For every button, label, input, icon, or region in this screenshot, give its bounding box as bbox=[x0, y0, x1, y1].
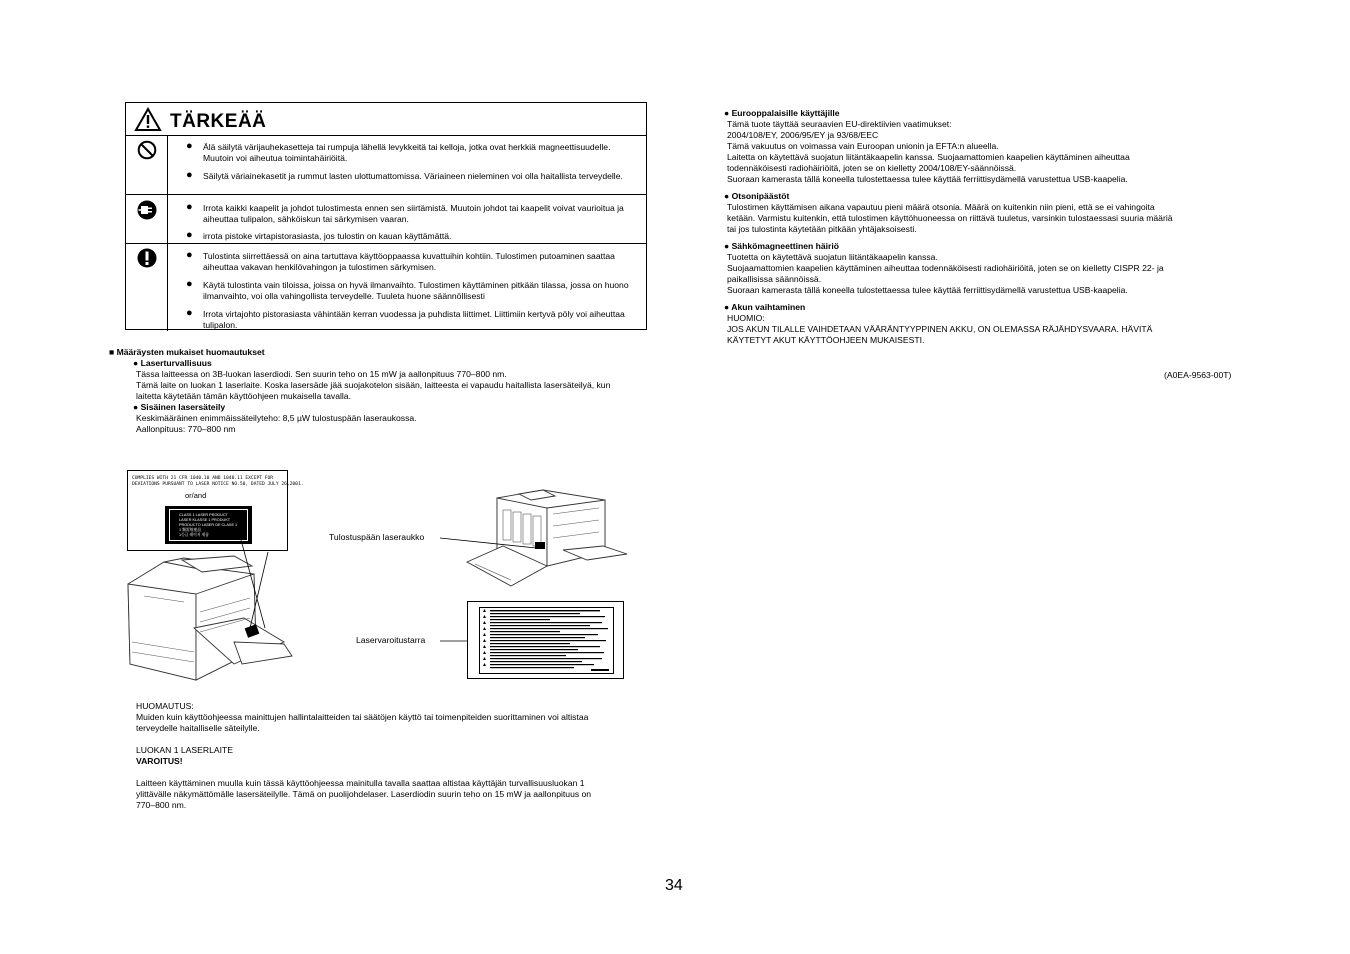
aperture-label: Tulostuspään laseraukko bbox=[329, 532, 425, 542]
warning-heading: VAROITUS! bbox=[136, 756, 183, 766]
battery-text: HUOMIO: JOS AKUN TILALLE VAIHDETAAN VÄÄRÄNTYYPPINEN AKKU, ON OLEMASSA RÄJÄHDYSVAARA. HÄVITÄ KÄYTETYT AKUT KÄYTTÖOHJEEN MUKAISESTI. bbox=[727, 313, 1153, 345]
warning-group bbox=[126, 244, 646, 331]
page-number: 34 bbox=[665, 877, 683, 894]
aperture-leader-line bbox=[438, 534, 538, 554]
eu-heading: ● Eurooppalaisille käyttäjille bbox=[724, 108, 840, 118]
warning-item: ● Irrota kaikki kaapelit ja johdot tulostimesta ennen sen siirtämistä. Muutoin johdot tai kaapelit voivat vaurioitua ja aiheuttaa tulipalon, sähköiskun tai särkymisen vaaran. bbox=[186, 201, 624, 224]
sticker-leader-line bbox=[438, 636, 468, 646]
warning-item: ● Irrota virtajohto pistorasiasta vähintään kerran vuodessa ja puhdista liittimet. Liittimiin kertyvä pöly voi aiheuttaa tulipalon. bbox=[186, 307, 625, 330]
warning-item: ● Tulostinta siirrettäessä on aina tartuttava käyttöoppaassa kuvattuihin kohtiin. Tulostimen putoaminen saattaa aiheuttaa vakavan henkilövahingon ja tulostimen särkymisen. bbox=[186, 249, 615, 272]
ozone-text: Tulostimen käyttämisen aikana vapautuu pieni määrä otsonia. Määrä on kuitenkin niin pieni, että se ei vahingoita ketään. Varmistu kuitenkin, että tulostimen käyttöhuoneessa on riittävä tuuletus, varsinkin tulostaessasi suuria määriä tai jos tulostinta käytetään pitkään yhtäjaksoisesti. bbox=[727, 202, 1173, 234]
class1-laser-label: CLASS 1 LASER PRODUCT LASER KLASSE 1 PRODUKT PRODUCTO LASER DE CLASE 1 1 類雷射產品 1등급 레이저 제품 bbox=[165, 506, 252, 544]
important-header bbox=[126, 103, 646, 136]
battery-heading: ● Akun vaihtaminen bbox=[724, 302, 806, 312]
no-entry-icon bbox=[137, 140, 157, 160]
internal-radiation-heading: ● Sisäinen lasersäteily bbox=[133, 402, 226, 412]
warning-item: ● Säilytä väriainekasetit ja rummut lasten ulottumattomissa. Väriaineen nieleminen voi olla haitallista terveydelle. bbox=[186, 169, 623, 181]
warning-item: ● Älä säilytä värijauhekasetteja tai rumpuja lähellä levykkeitä tai kelloja, jotka ovat herkkiä magneettisuudelle. Muutoin voi aiheutua toimintahäiriöitä. bbox=[186, 140, 611, 163]
laser-warning-sticker-box bbox=[467, 601, 624, 679]
exclamation-icon bbox=[137, 248, 157, 268]
laser-safety-text: Tässa laitteessa on 3B-luokan laserdiodi. Sen suurin teho on 15 mW ja aallonpituus 770–800 nm. Tämä laite on luokan 1 laserlaite. Koska lasersäde jää suojakotelon sisään, laitteesta ei vapaudu haitallista lasersäteilyä, kun laitetta käytetään tämän käyttöohjeen mukaisella tavalla. bbox=[136, 369, 611, 401]
regulatory-heading: ■ Määräysten mukaiset huomautukset bbox=[109, 347, 265, 357]
warning-group bbox=[126, 136, 646, 195]
notice-heading: HUOMAUTUS: bbox=[136, 701, 194, 711]
warning-group bbox=[126, 195, 646, 244]
warning-triangle-icon bbox=[134, 107, 162, 132]
emi-text: Tuotetta on käytettävä suojatun liitäntäkaapelin kanssa. Suojaamattomien kaapelien käyttäminen aiheuttaa todennäköisesti radiohäiriöitä, joten se on kielletty CISPR 22- ja paikallisissa säännöissä. Suoraan kamerasta tällä koneella tulostettaessa tulee käyttää ferriittisydämellä varustettua USB-kaapelia. bbox=[727, 252, 1164, 295]
document-code: (A0EA-9563-00T) bbox=[1164, 370, 1232, 380]
sticker-label: Laservaroitustarra bbox=[356, 635, 426, 645]
important-title: TÄRKEÄÄ bbox=[170, 111, 267, 132]
important-warning-box bbox=[125, 102, 647, 330]
emi-heading: ● Sähkömagneettinen häiriö bbox=[724, 241, 840, 251]
laser-safety-heading: ● Laserturvallisuus bbox=[133, 358, 212, 368]
right-column bbox=[724, 108, 1244, 346]
warning-item: ● Käytä tulostinta vain tiloissa, joissa on hyvä ilmanvaihto. Tulostimen käyttäminen pitkään tilassa, jossa on huono ilmanvaihto, voi olla vahingollista terveydelle. Tuuleta huone säännöllisesti bbox=[186, 278, 629, 301]
pointer-line bbox=[240, 540, 280, 640]
laser-warning-sticker bbox=[479, 607, 614, 674]
laser-class-line: LUOKAN 1 LASERLAITE bbox=[136, 745, 233, 755]
laser-notice: HUOMAUTUS: Muiden kuin käyttöohjeessa mainittujen hallintalaitteiden tai säätöjen käyttö tai toimenpiteiden suorittaminen voi altistaa terveydelle haitalliselle säteilylle. LUOKAN 1 LASERLAITE VAROITUS! Laitteen käyttäminen muulla kuin tässä käyttöohjeessa mainitulla tavalla saattaa altistaa käyttäjän turvallisuusluokan 1 ylittävälle näkymättömälle lasersäteilylle. Tämä on puolijohdelaser. Laserdiodin suurin teho on 15 mW ja aallonpituus on 770–800 nm. bbox=[136, 701, 676, 811]
regulatory-section bbox=[109, 347, 679, 435]
ozone-heading: ● Otsonipäästöt bbox=[724, 191, 790, 201]
cfr-label-box: COMPLIES WITH 21 CFR 1040.10 AND 1040.11 EXCEPT FOR DEVIATIONS PURSUANT TO LASER NOTICE NO.50, DATED JULY 26,2001. or/and CLASS 1 LASER PRODUCT LASER KLASSE 1 PRODUKT PRODUCTO LASER DE CLASE 1 1 類雷射產品 1등급 레이저 제품 bbox=[127, 470, 288, 551]
or-and-label: or/and bbox=[185, 491, 207, 500]
eu-text: Tämä tuote täyttää seuraavien EU-direktiivien vaatimukset: 2004/108/EY, 2006/95/EY ja 93/68/EEC Tämä vakuutus on voimassa vain Euroopan unionin ja EFTA:n alueella. Laitetta on käytettävä suojatun liitäntäkaapelin kanssa. Suojaamattomien kaapelien käyttäminen aiheuttaa todennäköisesti radiohäiriöitä, joten se on kielletty 2004/108/EY-säännöissä. Suoraan kamerasta tällä koneella tulostettaessa tulee käyttää ferriittisydämellä varustettua USB-kaapelia. bbox=[727, 119, 1130, 184]
unplug-icon bbox=[137, 200, 157, 220]
warning-item: ● irrota pistoke virtapistorasiasta, jos tulostin on kauan käyttämättä. bbox=[186, 229, 452, 241]
internal-radiation-text: Keskimääräinen enimmäissäteilyteho: 8,5 µW tulostuspään laseraukossa. Aallonpituus: 770–800 nm bbox=[136, 413, 417, 434]
